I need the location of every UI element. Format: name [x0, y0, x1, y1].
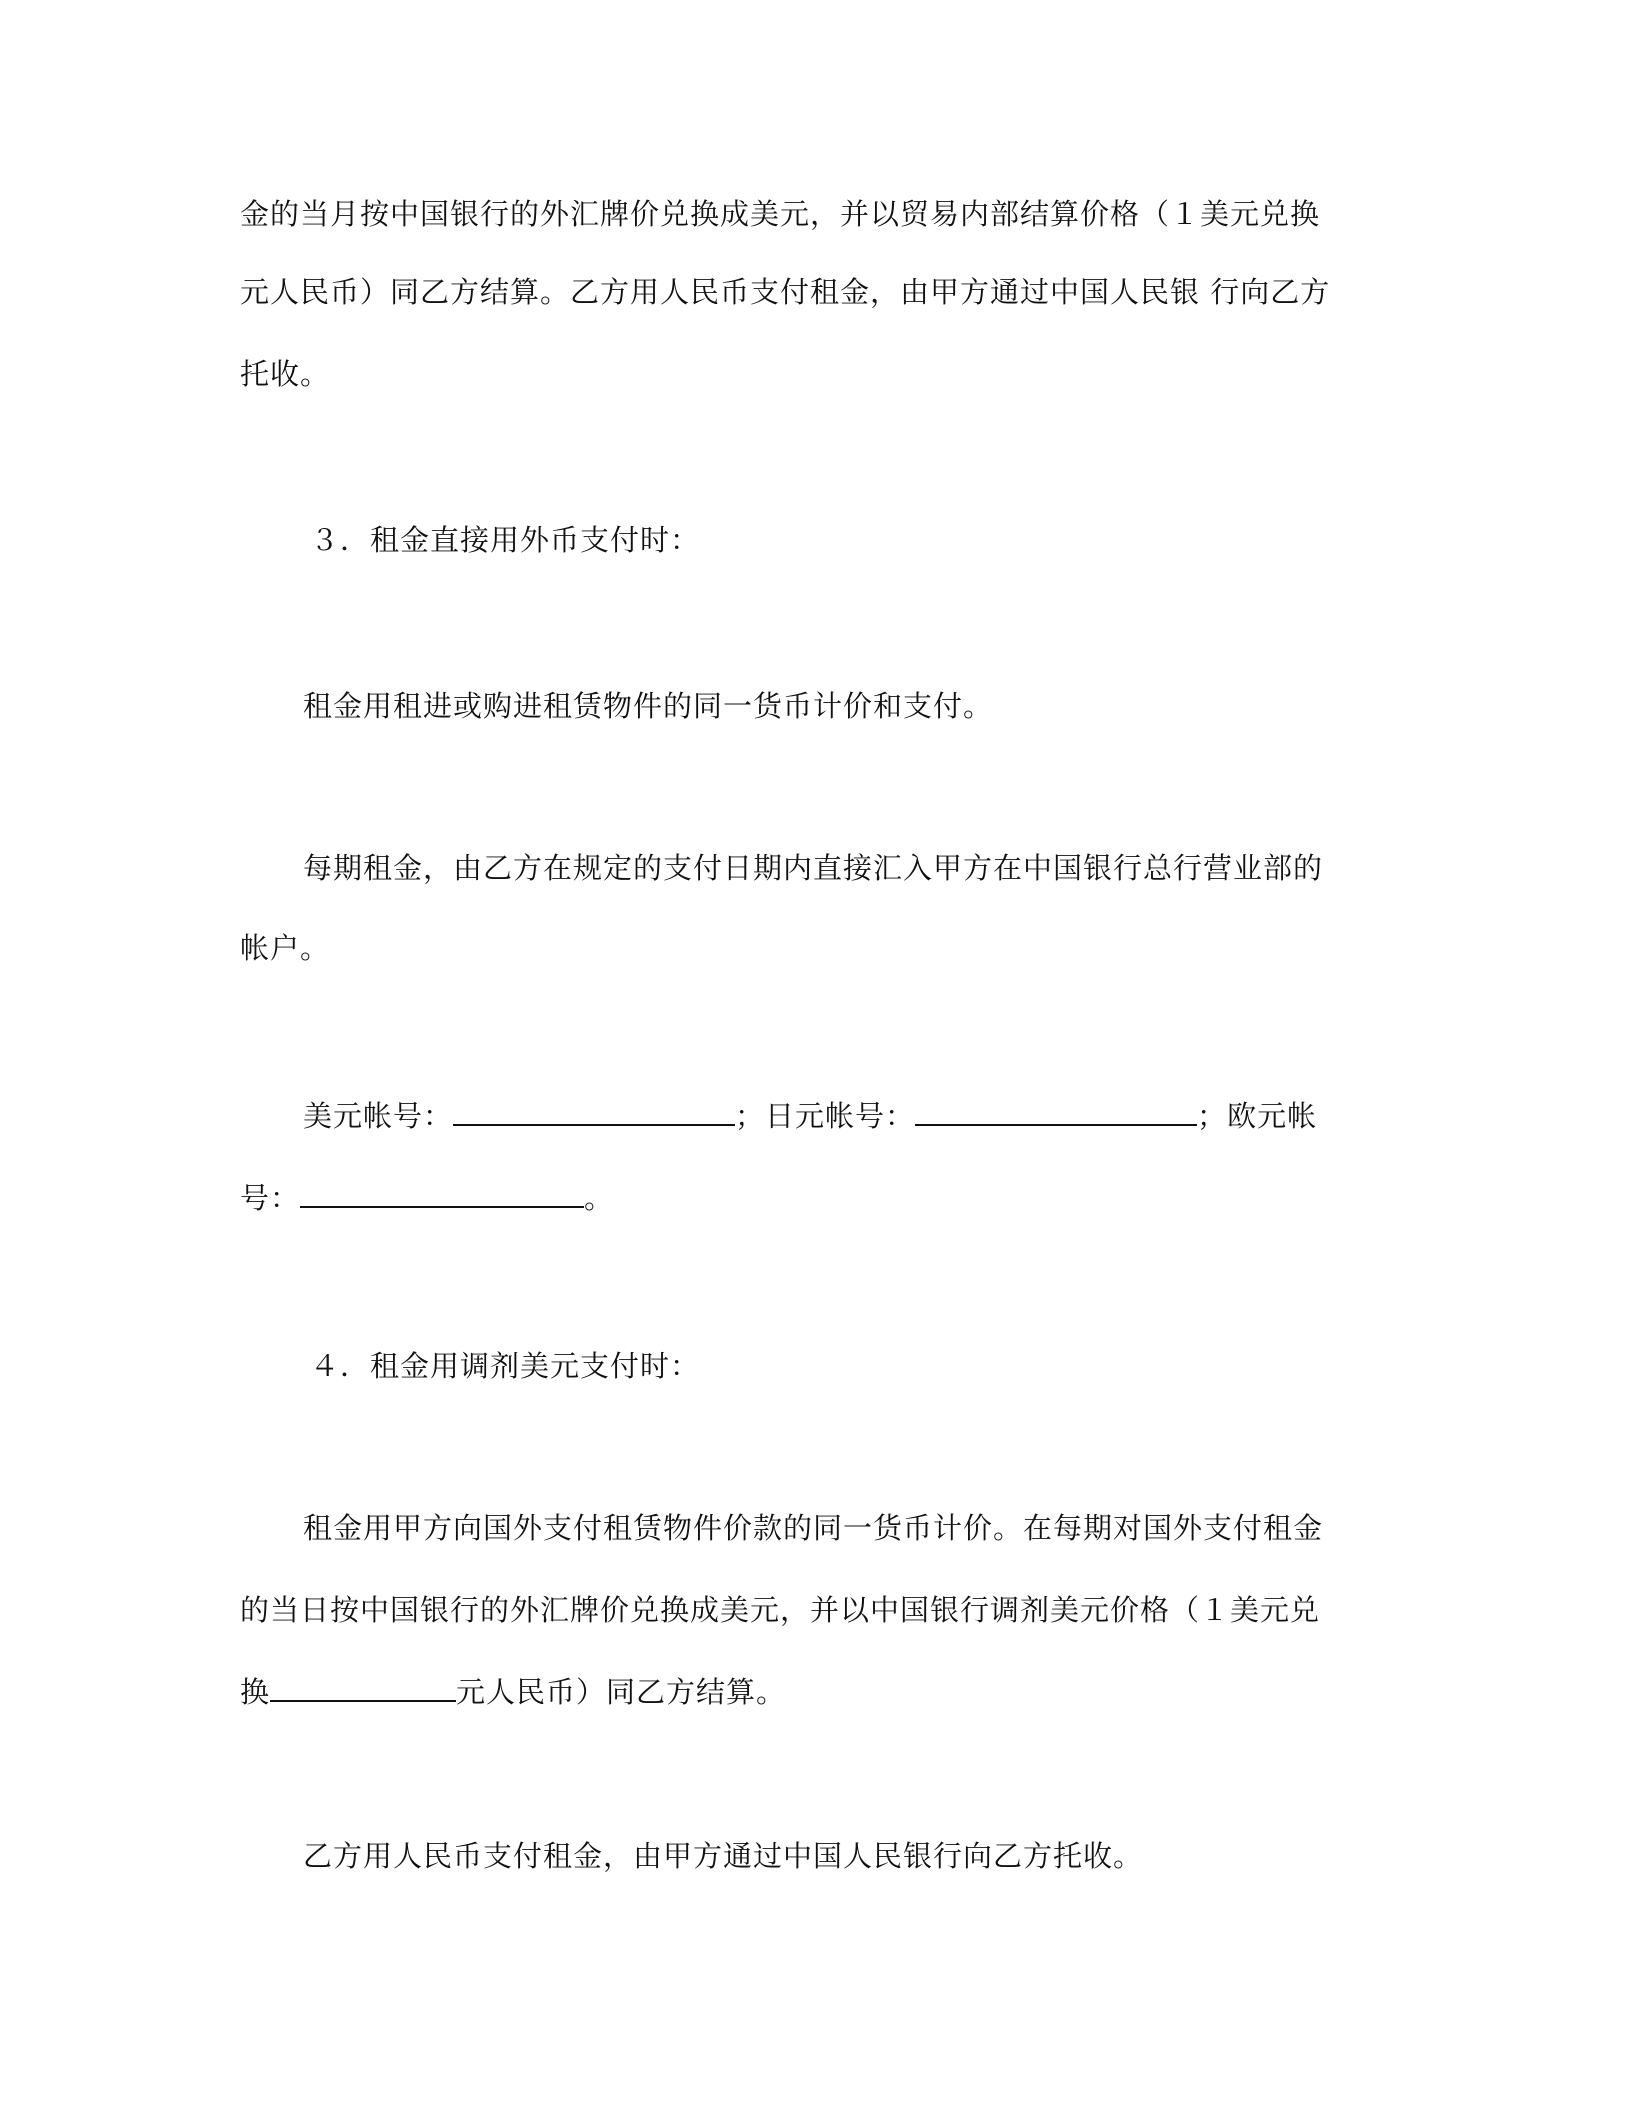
eur-account-label-continued: 号：: [240, 1181, 301, 1215]
paragraph-1-line-2: 元人民币）同乙方结算。乙方用人民币支付租金，由甲方通过中国人民银 行向乙方: [240, 275, 1331, 309]
section-3-heading: ３．租金直接用外币支付时：: [310, 523, 701, 557]
section-3-paragraph-1: 租金用租进或购进租赁物件的同一货币计价和支付。: [303, 689, 994, 723]
section-4-paragraph-2: 乙方用人民币支付租金，由甲方通过中国人民银行向乙方托收。: [303, 1839, 1144, 1873]
paragraph-1-line-3: 托收。: [240, 357, 331, 391]
exchange-rate-blank: [270, 1674, 456, 1702]
section-4-heading: ４．租金用调剂美元支付时：: [310, 1349, 701, 1383]
period: 。: [584, 1181, 615, 1215]
section-3-paragraph-2-line-1: 每期租金，由乙方在规定的支付日期内直接汇入甲方在中国银行总行营业部的: [303, 851, 1324, 885]
jpy-account-blank: [915, 1098, 1197, 1126]
separator: ；: [735, 1099, 766, 1133]
section-4-paragraph-1-line-1: 租金用甲方向国外支付租赁物件价款的同一货币计价。在每期对国外支付租金: [303, 1511, 1324, 1545]
separator: ；: [1197, 1099, 1228, 1133]
account-numbers-line-2: [240, 1178, 614, 1218]
section-4-paragraph-1-line-3: [240, 1672, 786, 1712]
section-3-paragraph-2-line-2: 帐户。: [240, 931, 331, 965]
section-4-paragraph-1-line-2: 的当日按中国银行的外汇牌价兑换成美元，并以中国银行调剂美元价格（１美元兑: [240, 1593, 1321, 1627]
eur-account-label: 欧元帐: [1227, 1099, 1318, 1133]
paragraph-1-line-1: 金的当月按中国银行的外汇牌价兑换成美元，并以贸易内部结算价格（１美元兑换: [240, 197, 1321, 231]
usd-account-blank: [453, 1098, 735, 1126]
account-numbers-line-1: [303, 1096, 1317, 1136]
usd-account-label: 美元帐号：: [303, 1099, 454, 1133]
exchange-suffix: 元人民币）同乙方结算。: [456, 1675, 787, 1709]
exchange-prefix: 换: [240, 1675, 271, 1709]
eur-account-blank: [300, 1180, 584, 1208]
jpy-account-label: 日元帐号：: [765, 1099, 916, 1133]
